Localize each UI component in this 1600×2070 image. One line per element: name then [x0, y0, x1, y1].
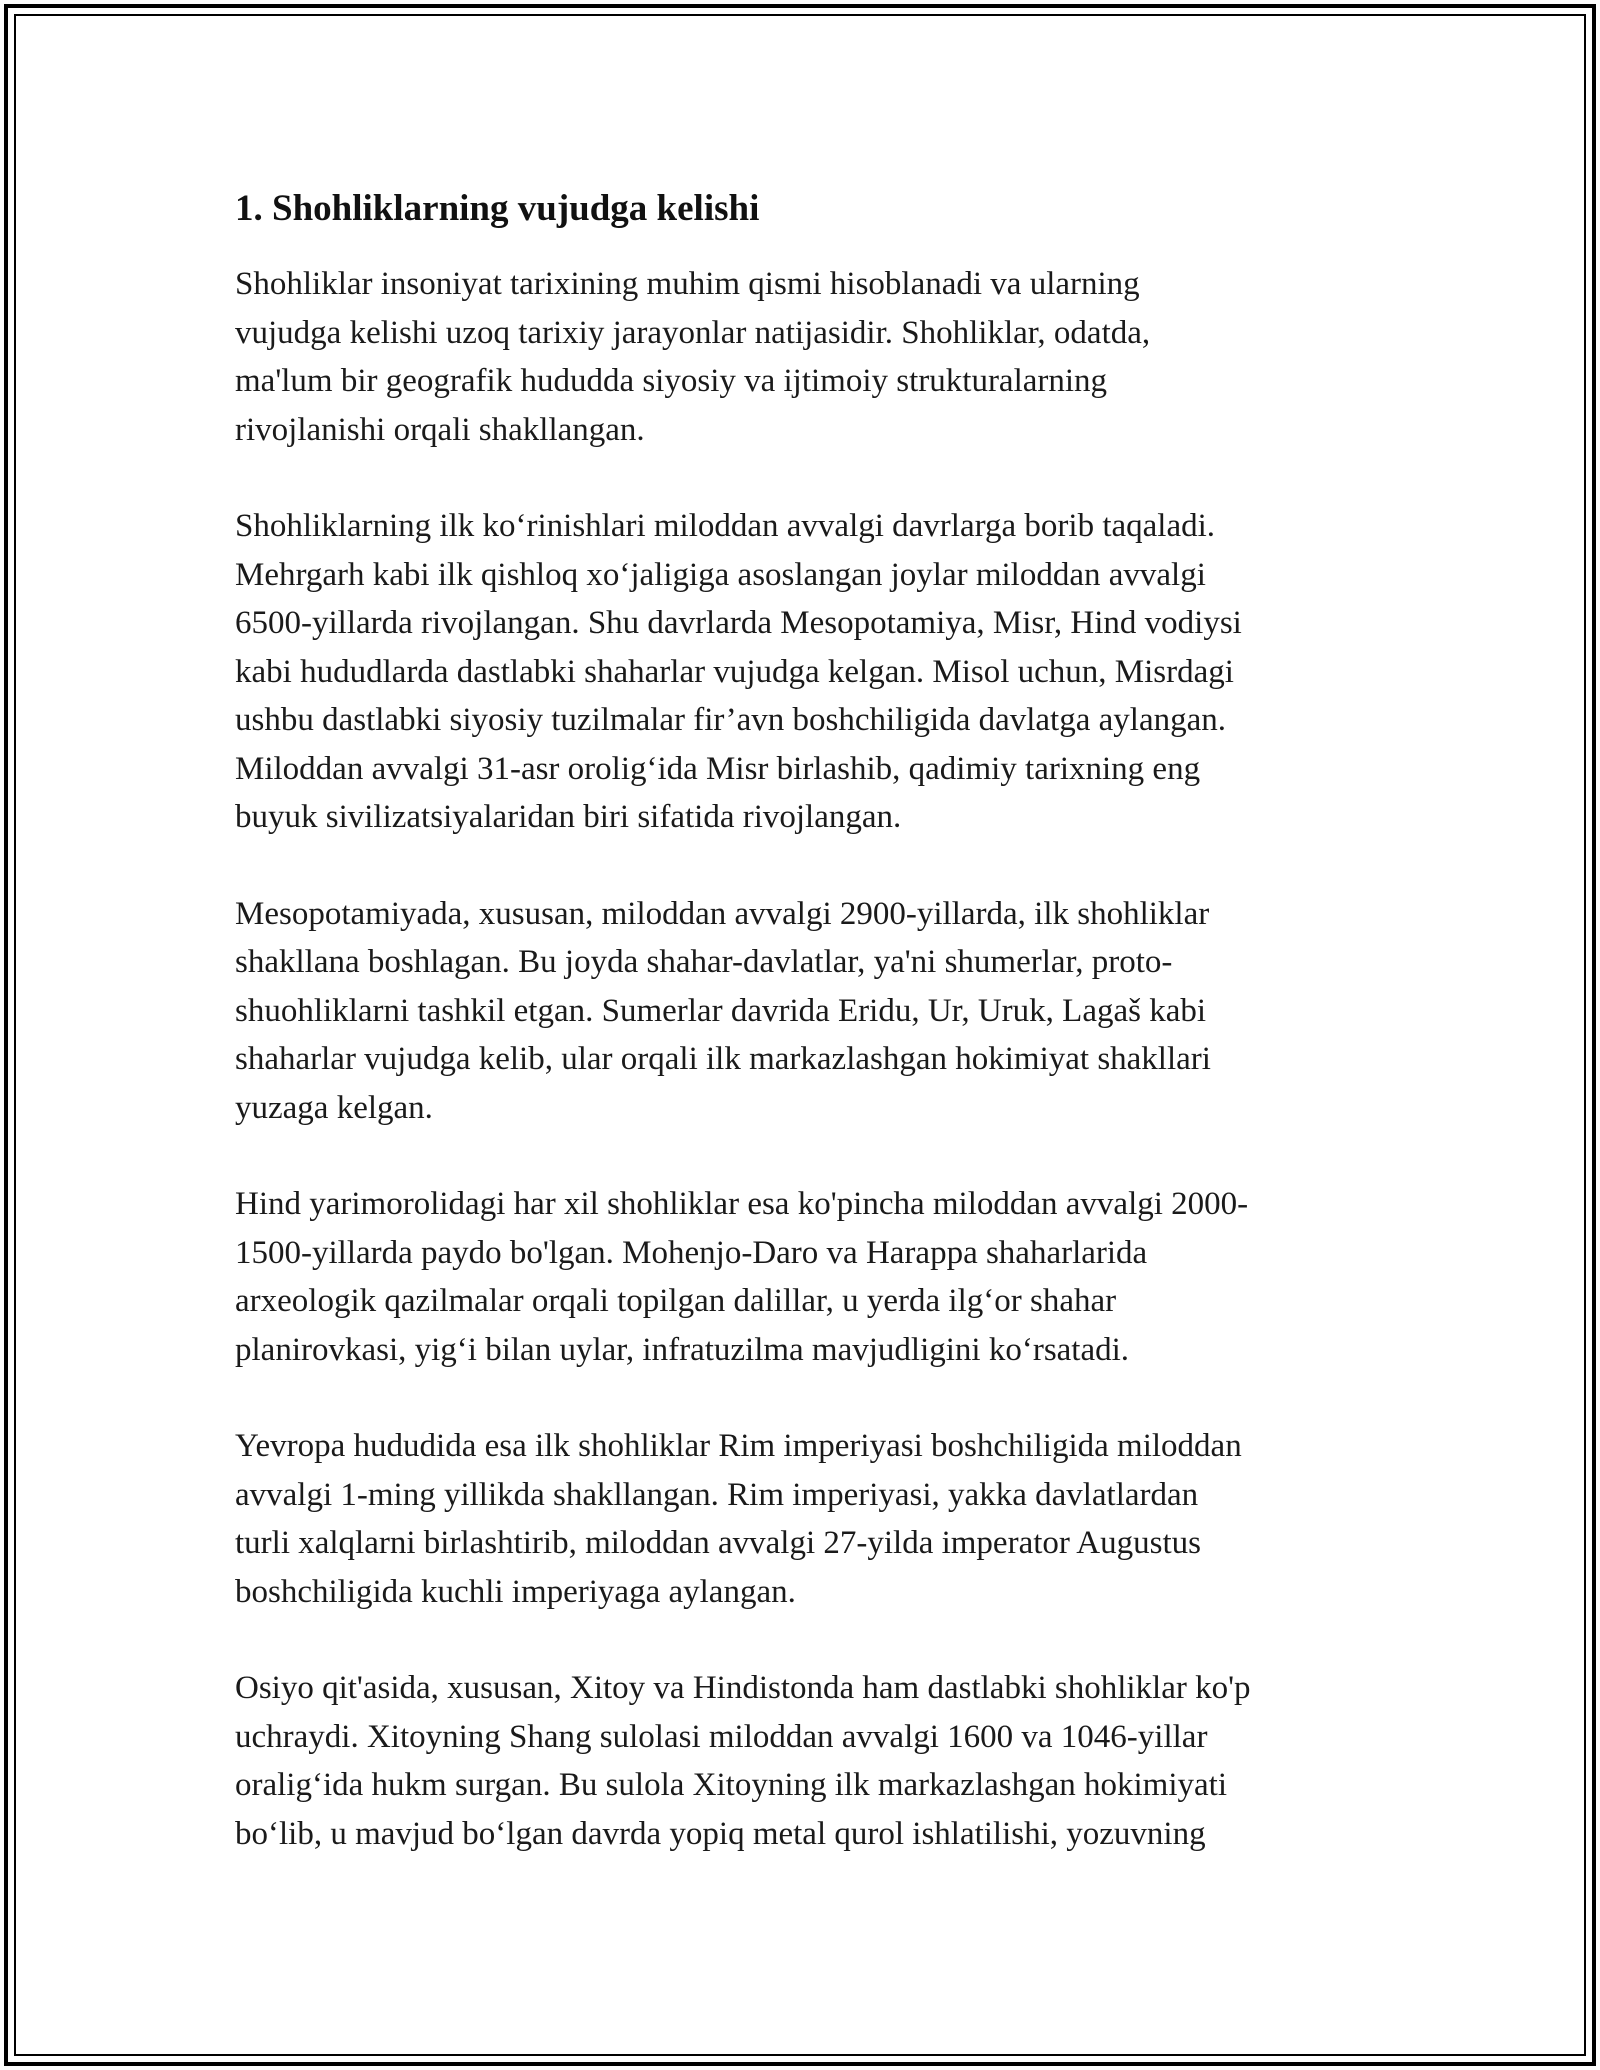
paragraph-intro: Shohliklar insoniyat tarixining muhim qismi hisoblanadi va ularning vujudga kelishi uzoq tarixiy jarayonlar natijasidir. Shohliklar, odatda, ma'lum bir geografik hududda siyosiy va ijtimoiy strukturalarning rivojlanishi orqali shakllangan. — [235, 266, 1151, 448]
paragraph-indian-subcontinent: Hind yarimorolidagi har xil shohliklar esa ko'pincha miloddan avvalgi 2000- 1500-yillarda paydo bo'lgan. Mohenjo-Daro va Harappa shaharlarida arxeologik qazilmalar orqali topilgan dalillar, u yerda ilgʻor shahar planirovkasi, yigʻi bilan uylar, infratuzilma mavjudligini koʻrsatadi. — [235, 1186, 1249, 1368]
paragraph-mesopotamia: Mesopotamiyada, xususan, miloddan avvalgi 2900-yillarda, ilk shohliklar shakllana boshlagan. Bu joyda shahar-davlatlar, ya'ni shumerlar, proto- shuohliklarni tashkil etgan. Sumerlar davrida Eridu, Ur, Uruk, Lagaš kabi shaharlar vujudga kelib, ular orqali ilk markazlashgan hokimiyat shakllari yuzaga kelgan. — [235, 895, 1211, 1126]
section-heading: 1. Shohliklarning vujudga kelishi — [235, 188, 760, 229]
paragraph-early-forms: Shohliklarning ilk koʻrinishlari miloddan avvalgi davrlarga borib taqaladi. Mehrgarh kabi ilk qishloq xoʻjaligiga asoslangan joylar miloddan avvalgi 6500-yillarda rivojlangan. Shu davrlarda Mesopotamiya, Misr, Hind vodiysi kabi hududlarda dastlabki shaharlar vujudga kelgan. Misol uchun, Misrdagi ushbu dastlabki siyosiy tuzilmalar fir’avn boshchiligida davlatga aylangan. Miloddan avvalgi 31-asr oroligʻida Misr birlashib, qadimiy tarixning eng buyuk sivilizatsiyalaridan biri sifatida rivojlangan. — [235, 508, 1242, 835]
paragraph-asia: Osiyo qit'asida, xususan, Xitoy va Hindistonda ham dastlabki shohliklar ko'p uchraydi. Xitoyning Shang sulolasi miloddan avvalgi 1600 va 1046-yillar oraligʻida hukm surgan. Bu sulola Xitoyning ilk markazlashgan hokimiyati boʻlib, u mavjud boʻlgan davrda yopiq metal qurol ishlatilishi, yozuvning — [235, 1670, 1251, 1852]
document-body — [235, 184, 1385, 1906]
paragraph-europe: Yevropa hududida esa ilk shohliklar Rim imperiyasi boshchiligida miloddan avvalgi 1-ming yillikda shakllangan. Rim imperiyasi, yakka davlatlardan turli xalqlarni birlashtirib, miloddan avvalgi 27-yilda imperator Augustus boshchiligida kuchli imperiyaga aylangan. — [235, 1428, 1242, 1610]
